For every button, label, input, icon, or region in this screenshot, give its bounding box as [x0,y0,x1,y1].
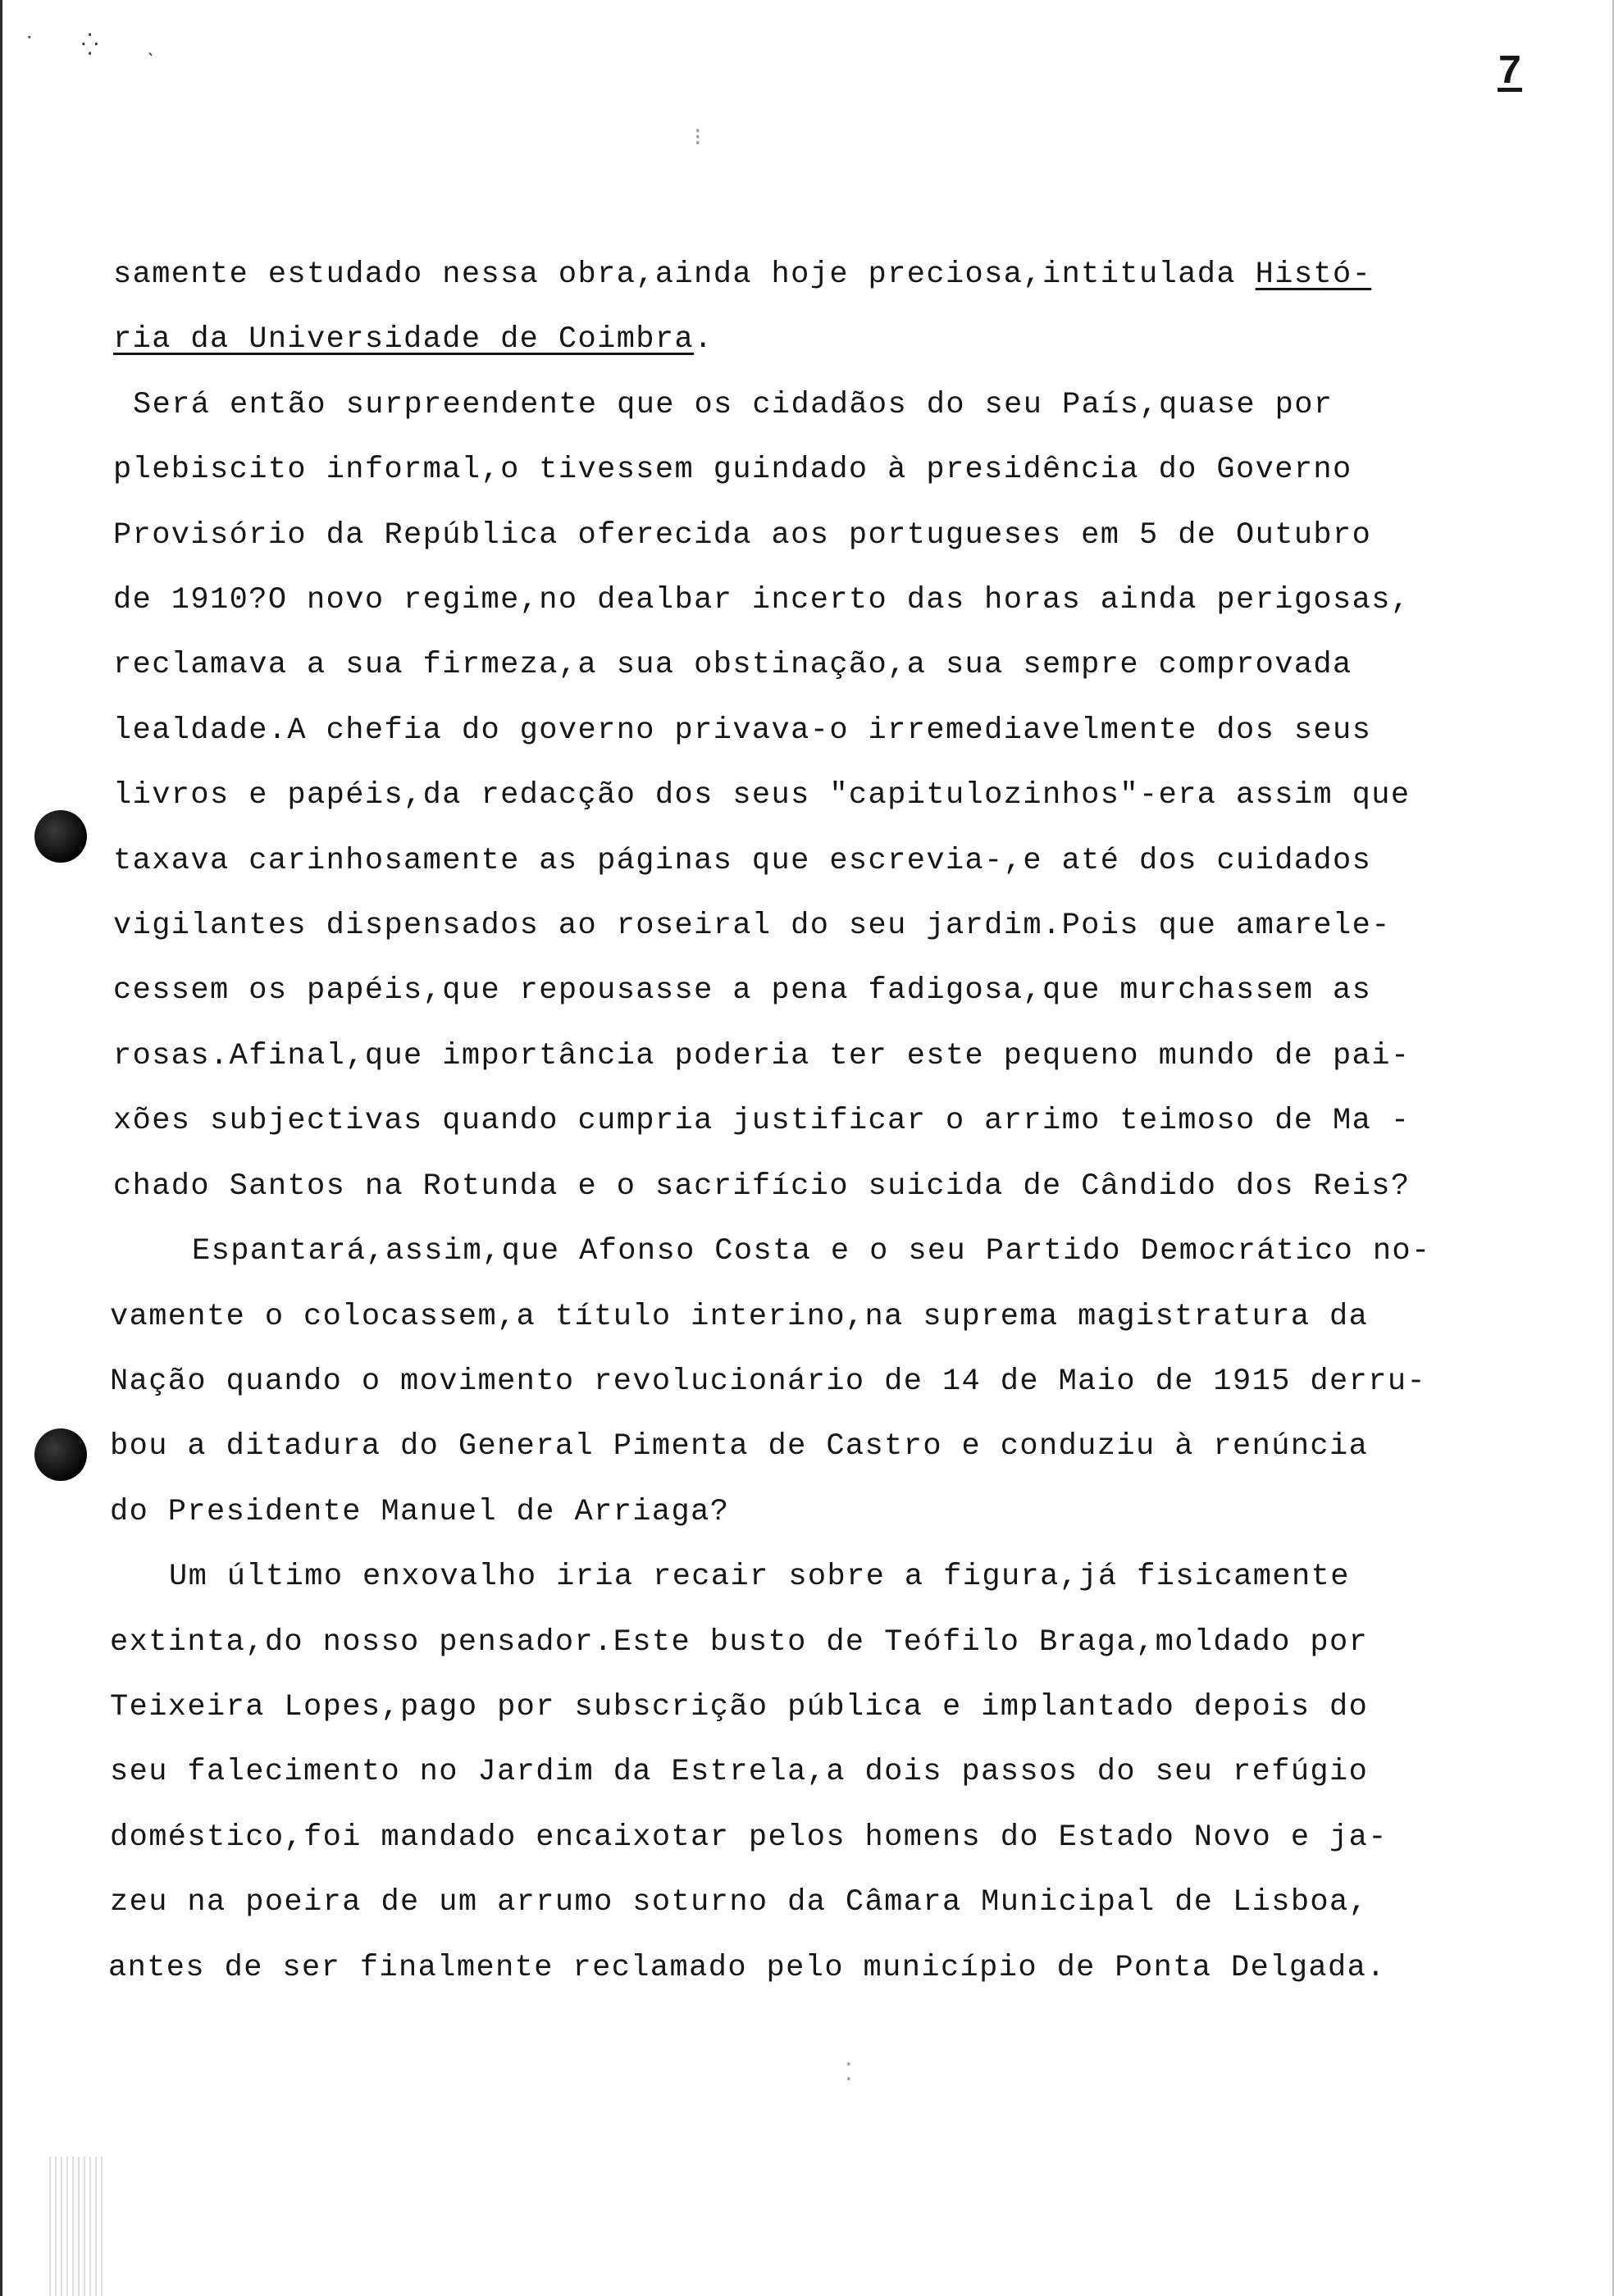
text-line: vigilantes dispensados ao roseiral do seu jardim.Pois que amarele- [113,909,1391,944]
punch-hole-top [34,810,87,863]
text-line: Espantará,assim,que Afonso Costa e o seu Partido Democrático no- [192,1234,1431,1269]
text-line: cessem os papéis,que repousasse a pena fadigosa,que murchassem as [113,973,1372,1009]
scan-artifact [49,2157,107,2296]
text-line: lealdade.A chefia do governo privava-o irremediavelmente dos seus [113,713,1372,748]
text-line: bou a ditadura do General Pimenta de Castro e conduziu à renúncia [110,1429,1369,1465]
text-line: xões subjectivas quando cumpria justificar o arrimo teimoso de Ma - [113,1104,1411,1139]
book-title-part1: Histó- [1255,257,1372,292]
text-line: doméstico,foi mandado encaixotar pelos homens do Estado Novo e ja- [110,1820,1388,1855]
text-line: chado Santos na Rotunda e o sacrifício suicida de Cândido dos Reis? [113,1168,1411,1204]
text-line: samente estudado nessa obra,ainda hoje preciosa,intitulada Histó- [113,257,1372,292]
text-line: Teixeira Lopes,pago por subscrição pública e implantado depois do [110,1689,1369,1724]
text-line: antes de ser finalmente reclamado pelo município de Ponta Delgada. [108,1950,1386,1985]
text-line: zeu na poeira de um arrumo soturno da Câmara Municipal de Lisboa, [110,1885,1369,1920]
document-body [108,243,1491,2001]
text-line: plebiscito informal,o tivessem guindado à presidência do Governo [113,453,1352,488]
scan-mark: ⁝ [694,125,702,153]
text-line: reclamava a sua firmeza,a sua obstinação,a sua sempre comprovada [113,648,1352,683]
scan-specks: ˙ ⁛ ˎ [23,34,174,58]
book-title-part2: ria da Universidade de Coimbra [113,322,695,358]
text-line: ria da Universidade de Coimbra. [113,322,714,358]
text-line: Nação quando o movimento revolucionário de 14 de Maio de 1915 derru- [110,1364,1427,1399]
scan-mark-bottom: ⁚ [845,2061,853,2089]
text-line: do Presidente Manuel de Arriaga? [110,1494,730,1529]
text-line: rosas.Afinal,que importância poderia ter este pequeno mundo de pai- [113,1038,1411,1073]
text-line: extinta,do nosso pensador.Este busto de Teófilo Braga,moldado por [110,1624,1369,1660]
page-left-edge [0,0,2,2296]
text-line: Será então surpreendente que os cidadãos do seu País,quase por [133,387,1334,422]
text-line: taxava carinhosamente as páginas que escrevia-,e até dos cuidados [113,843,1372,878]
text-line: de 1910?O novo regime,no dealbar incerto das horas ainda perigosas, [113,583,1411,618]
text-line: Provisório da República oferecida aos portugueses em 5 de Outubro [113,517,1372,553]
text-line: livros e papéis,da redacção dos seus "capitulozinhos"-era assim que [113,778,1411,813]
punch-hole-bottom [34,1428,87,1481]
text-line: vamente o colocassem,a título interino,na suprema magistratura da [110,1299,1369,1334]
text-line: Um último enxovalho iria recair sobre a figura,já fisicamente [169,1560,1350,1595]
text-line: seu falecimento no Jardim da Estrela,a dois passos do seu refúgio [110,1755,1369,1790]
page-number: 7 [1498,49,1523,96]
